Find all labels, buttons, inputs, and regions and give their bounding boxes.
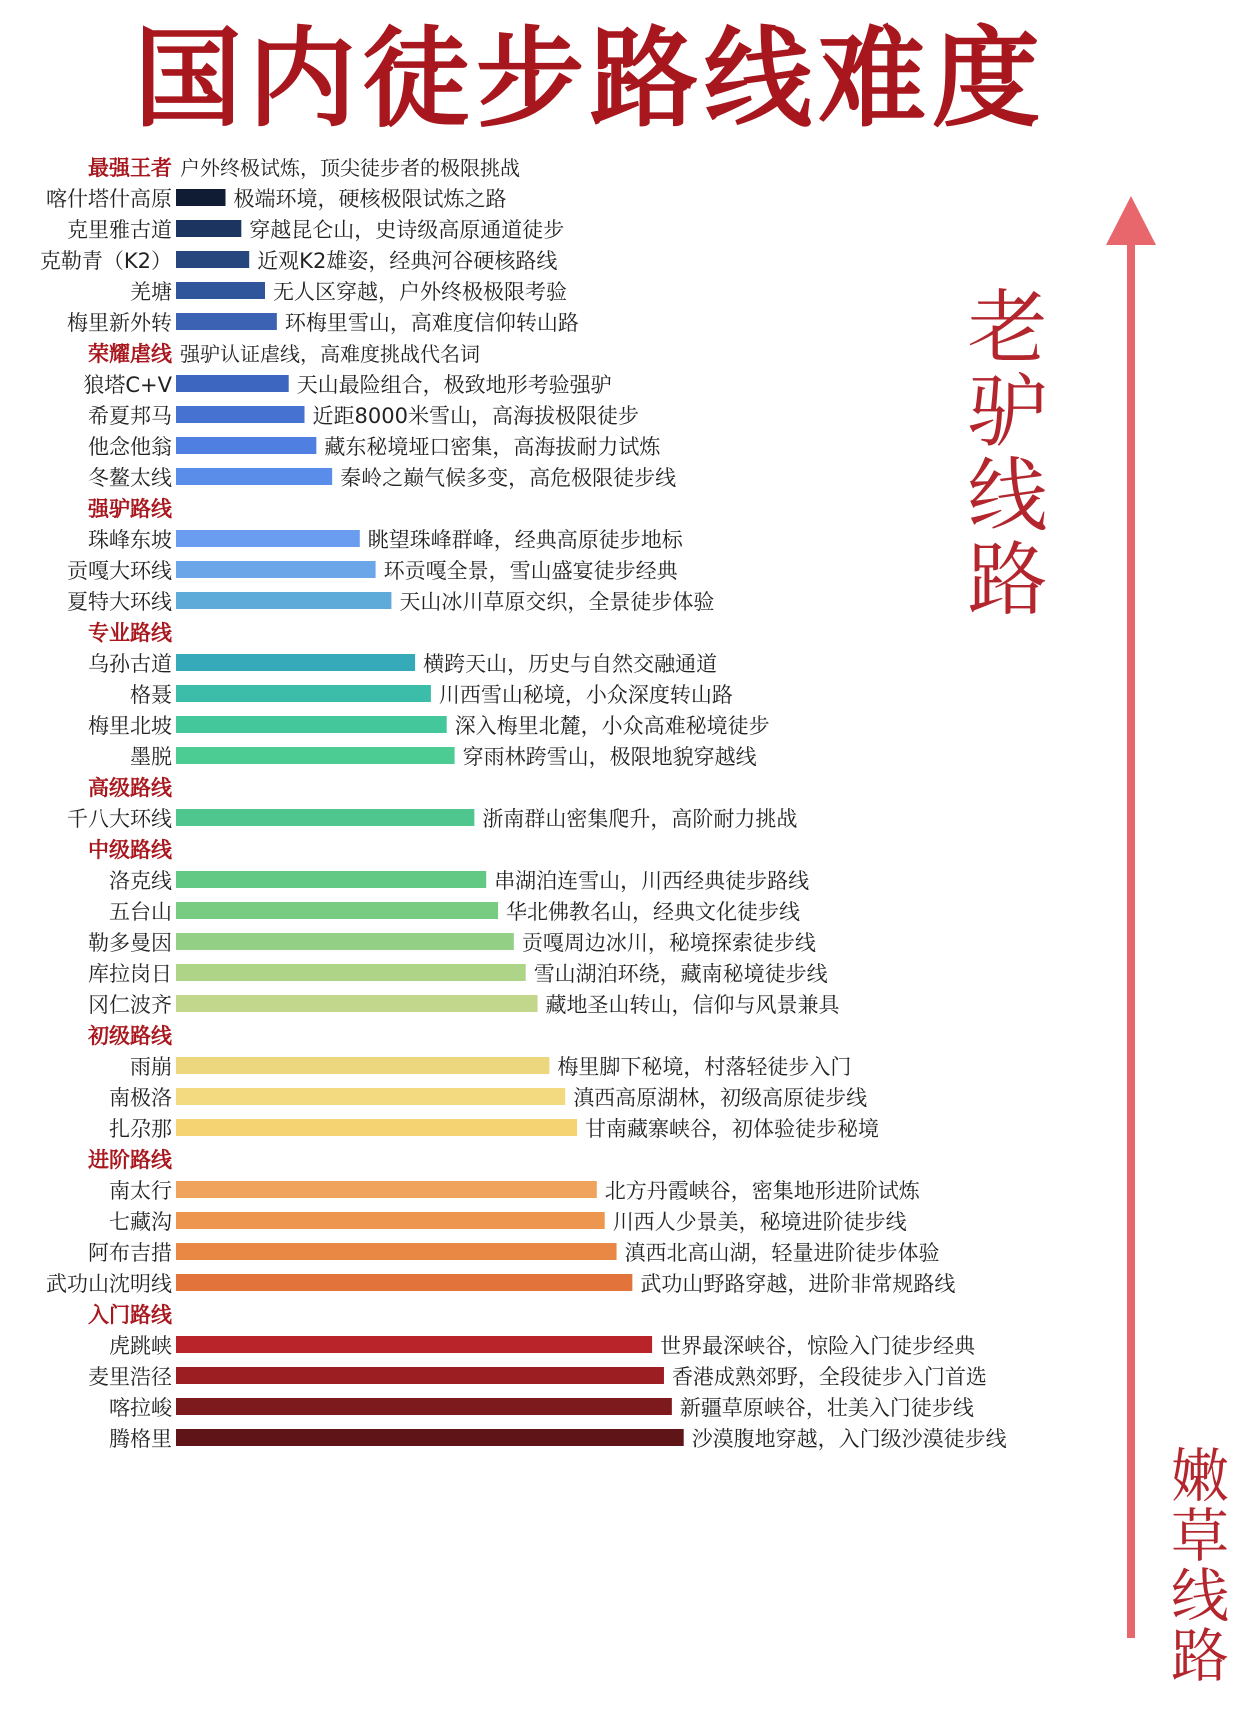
route-name: 雨崩: [130, 1055, 172, 1079]
route-note: 环梅里雪山，高难度信仰转山路: [284, 311, 579, 335]
route-note: 川西雪山秘境，小众深度转山路: [438, 683, 733, 707]
route-bar: [176, 964, 526, 981]
page-title: 国内徒步路线难度: [133, 17, 1046, 142]
route-bar: [176, 1088, 565, 1105]
route-bar: [176, 933, 514, 950]
route-name: 扎尕那: [109, 1117, 172, 1141]
tier-label: 中级路线: [88, 838, 172, 862]
route-note: 深入梅里北麓，小众高难秘境徒步: [454, 714, 770, 738]
route-bar: [176, 995, 538, 1012]
route-bar: [176, 282, 265, 299]
route-note: 极端环境，硬核极限试炼之路: [233, 187, 507, 211]
route-note: 环贡嘎全景，雪山盛宴徒步经典: [383, 559, 678, 583]
route-name: 希夏邦马: [88, 404, 172, 428]
route-note: 贡嘎周边冰川，秘境探索徒步线: [521, 931, 816, 955]
route-bar: [176, 654, 415, 671]
route-note: 武功山野路穿越，进阶非常规路线: [640, 1272, 956, 1296]
route-name: 冈仁波齐: [88, 993, 172, 1017]
tier-description: 户外终极试炼，顶尖徒步者的极限挑战: [180, 156, 520, 180]
route-note: 北方丹霞峡谷，密集地形进阶试炼: [604, 1179, 920, 1203]
route-name: 腾格里: [109, 1427, 172, 1451]
route-bar: [176, 437, 316, 454]
route-bar: [176, 1181, 597, 1198]
route-bar: [176, 809, 474, 826]
route-name: 库拉岗日: [88, 962, 172, 986]
route-name: 七藏沟: [109, 1210, 172, 1234]
route-note: 华北佛教名山，经典文化徒步线: [506, 900, 801, 924]
route-name: 阿布吉措: [88, 1241, 172, 1265]
route-bar: [176, 1367, 664, 1384]
tier-description: 强驴认证虐线，高难度挑战代名词: [180, 342, 480, 366]
route-bar: [176, 251, 249, 268]
route-name: 梅里北坡: [88, 714, 172, 738]
route-bar: [176, 1336, 652, 1353]
route-note: 藏地圣山转山，信仰与风景兼具: [545, 993, 840, 1017]
route-bar: [176, 1243, 617, 1260]
tier-label: 入门路线: [88, 1303, 172, 1327]
route-bar: [176, 871, 486, 888]
route-note: 藏东秘境垭口密集，高海拔耐力试炼: [324, 435, 661, 459]
route-name: 南太行: [109, 1179, 172, 1203]
route-name: 乌孙古道: [88, 652, 172, 676]
route-bar: [176, 1429, 684, 1446]
route-note: 近观K2雄姿，经典河谷硬核路线: [257, 249, 558, 273]
route-name: 勒多曼因: [88, 931, 172, 955]
route-name: 墨脱: [130, 745, 172, 769]
route-name: 武功山沈明线: [46, 1272, 172, 1296]
route-name: 洛克线: [109, 869, 172, 893]
route-note: 香港成熟郊野，全段徒步入门首选: [671, 1365, 987, 1389]
route-name: 夏特大环线: [67, 590, 172, 614]
route-name: 千八大环线: [67, 807, 172, 831]
route-note: 穿雨林跨雪山，极限地貌穿越线: [462, 745, 757, 769]
route-bar: [176, 685, 431, 702]
route-bar: [176, 1398, 672, 1415]
route-bar: [176, 313, 277, 330]
route-bar: [176, 220, 241, 237]
route-name: 珠峰东坡: [88, 528, 172, 552]
tier-label: 荣耀虐线: [88, 342, 172, 366]
route-note: 近距8000米雪山，高海拔极限徒步: [312, 404, 639, 428]
route-bar: [176, 1057, 549, 1074]
tier-label: 高级路线: [88, 776, 172, 800]
route-name: 南极洛: [109, 1086, 172, 1110]
route-name: 克勒青（K2）: [39, 249, 172, 273]
route-name: 喀拉峻: [109, 1396, 172, 1420]
route-name: 五台山: [109, 900, 172, 924]
route-bar: [176, 902, 498, 919]
tier-label: 最强王者: [88, 156, 172, 180]
route-bar: [176, 1212, 605, 1229]
route-name: 冬鳌太线: [88, 466, 172, 490]
tier-label: 进阶路线: [88, 1148, 172, 1172]
route-note: 滇西北高山湖，轻量进阶徒步体验: [624, 1241, 940, 1265]
veteran-routes-label: 老驴线路: [954, 285, 1047, 621]
route-bar: [176, 1119, 577, 1136]
route-name: 贡嘎大环线: [67, 559, 172, 583]
route-bar: [176, 1274, 632, 1291]
route-note: 浙南群山密集爬升，高阶耐力挑战: [482, 807, 798, 831]
route-note: 梅里脚下秘境，村落轻徒步入门: [557, 1055, 852, 1079]
route-bar: [176, 406, 305, 423]
route-bar: [176, 561, 376, 578]
route-bar: [176, 716, 447, 733]
route-note: 无人区穿越，户外终极极限考验: [273, 280, 567, 304]
route-bar: [176, 189, 226, 206]
route-name: 格聂: [130, 683, 172, 707]
route-name: 梅里新外转: [67, 311, 172, 335]
route-bar: [176, 375, 289, 392]
route-note: 新疆草原峡谷，壮美入门徒步线: [679, 1396, 974, 1420]
route-name: 喀什塔什高原: [46, 187, 172, 211]
route-name: 虎跳峡: [109, 1334, 172, 1358]
route-note: 世界最深峡谷，惊险入门徒步经典: [660, 1334, 976, 1358]
route-note: 横跨天山，历史与自然交融通道: [423, 652, 718, 676]
beginner-routes-label: 嫩草线路: [1161, 1445, 1229, 1685]
route-note: 天山最险组合，极致地形考验强驴: [296, 373, 612, 397]
route-bar: [176, 468, 332, 485]
chart-rows: [40, 156, 1007, 1452]
tier-label: 专业路线: [88, 621, 172, 645]
route-name: 羌塘: [130, 280, 172, 304]
tier-label: 初级路线: [88, 1024, 172, 1048]
route-name: 他念他翁: [88, 435, 172, 459]
route-note: 雪山湖泊环绕，藏南秘境徒步线: [533, 962, 828, 986]
route-bar: [176, 530, 360, 547]
difficulty-arrow: [1106, 196, 1156, 1638]
route-note: 沙漠腹地穿越，入门级沙漠徒步线: [691, 1427, 1007, 1451]
route-note: 眺望珠峰群峰，经典高原徒步地标: [367, 528, 683, 552]
route-note: 滇西高原湖林，初级高原徒步线: [573, 1086, 868, 1110]
route-note: 串湖泊连雪山，川西经典徒步路线: [494, 869, 810, 893]
tier-label: 强驴路线: [88, 497, 172, 521]
route-name: 狼塔C+V: [83, 373, 172, 397]
route-note: 穿越昆仑山，史诗级高原通道徒步: [249, 218, 565, 242]
route-name: 克里雅古道: [67, 218, 172, 242]
route-name: 麦里浩径: [88, 1365, 172, 1389]
route-bar: [176, 747, 455, 764]
route-note: 秦岭之巅气候多变，高危极限徒步线: [340, 466, 677, 490]
route-bar: [176, 592, 391, 609]
route-note: 甘南藏寨峡谷，初体验徒步秘境: [585, 1117, 880, 1141]
route-note: 川西人少景美，秘境进阶徒步线: [612, 1210, 907, 1234]
route-note: 天山冰川草原交织，全景徒步体验: [399, 590, 715, 614]
